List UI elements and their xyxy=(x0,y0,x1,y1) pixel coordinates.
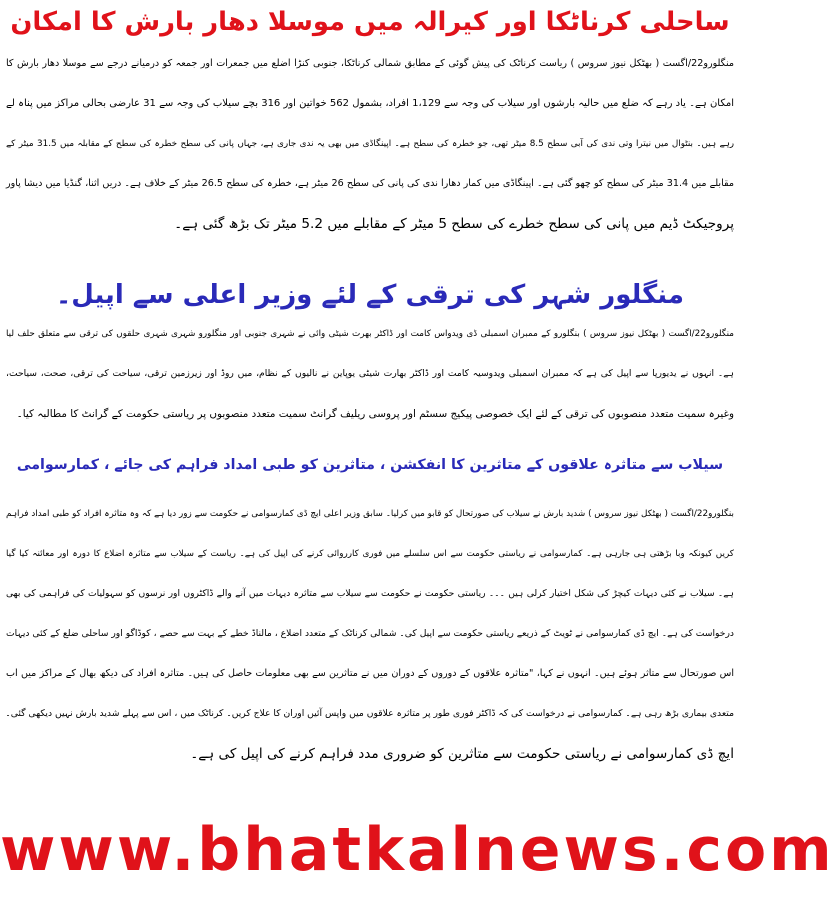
article-3-line: ہے۔ سیلاب نے کئی دیہات کیچڑ کی شکل اختیار کرلی ہیں ۔۔۔ ریاستی حکومت نے حکومت سے سیلاب سے متاثرہ دیہات میں آنے والے ڈاکٹروں اور نرسوں کو سہولیات کی فراہمی کی بھی xyxy=(6,588,734,599)
article-3-line: ایچ ڈی کمارسوامی نے ریاستی حکومت سے متاثرین کو ضروری مدد فراہم کرنے کی اپیل کی ہے۔ xyxy=(190,746,734,762)
article-1-line: منگلورو22/اگست ( بھٹکل نیوز سروس ) ریاست کرناٹک کی پیش گوئی کے مطابق شمالی کرناٹکا، جنوبی کنڑا اضلع میں جمعرات اور جمعہ کو درمیانے درجے سے موسلا دھار بارش کا xyxy=(6,58,734,69)
article-2-line: ہے۔ انہوں نے یدیورپا سے اپیل کی ہے کہ ممبران اسمبلی ویدوسیہ کامت اور ڈاکٹر بھارت شیٹی یوپاین نے نالیوں کے نظام، میں روڈ اور زیرزمین ترقی، سیاحت کی ترقی، صحت، سیاحت، xyxy=(6,368,734,379)
article-3-headline: سیلاب سے متاثرہ علاقوں کے متاثرین کا انفکشن ، متاثرین کو طبی امداد فراہم کی جائے ، کمارسوامی xyxy=(16,457,724,473)
article-2-line: منگلورو22/اگست ( بھٹکل نیوز سروس ) بنگلورو کے ممبران اسمبلی ڈی ویدواس کامت اور ڈاکٹر بھرت شیٹی وائی نے شہری جنوبی اور منگلورو شہری شہری حلقوں کی ترقی سے متعلق حلف لیا xyxy=(6,329,734,339)
article-1-headline: ساحلی کرناٹکا اور کیرالہ میں موسلا دھار بارش کا امکان xyxy=(10,7,730,37)
article-1-line: پروجیکٹ ڈیم میں پانی کی سطح خطرے کی سطح 5 میٹر کے مقابلے میں 5.2 میٹر تک بڑھ گئی ہے۔ xyxy=(174,216,734,232)
website-url[interactable]: www.bhatkalnews.com xyxy=(0,815,835,885)
article-1-line: امکان ہے۔ یاد رہے کہ ضلع میں حالیہ بارشوں اور سیلاب کی وجہ سے 1،129 افراد، بشمول 562 خواتین اور 316 بچے سیلاب کی وجہ سے 31 عارضی بحالی مراکز میں پناہ لے xyxy=(6,98,734,109)
article-2-line: وغیرہ سمیت متعدد منصوبوں کی ترقی کے لئے ایک خصوصی پیکیج سسٹم اور پروسی ریلیف گرانٹ سمیت متعدد منصوبوں پر ریاستی حکومت کے گرانٹ کا مطالبہ کیا۔ xyxy=(16,408,734,420)
article-2-headline: منگلور شہر کی ترقی کے لئے وزیر اعلی سے اپیل۔ xyxy=(56,280,684,310)
article-3-line: کریں کیونکہ وبا بڑھتی ہی جارہی ہے۔ کمارسوامی نے ریاستی حکومت سے اس سلسلے میں فوری کارروائی کرنے کی اپیل کی ہے۔ ریاست کے سیلاب سے متاثرہ اضلاع کا دورہ اور معائنہ کیا گیا xyxy=(6,549,734,559)
article-3-line: درخواست کی ہے۔ ایچ ڈی کمارسوامی نے ٹویٹ کے ذریعے ریاستی حکومت سے اپیل کی۔ شمالی کرناٹک کے متعدد اضلاع ، مالناڈ خطے کے بہت سے حصے ، کوڈاگو اور ساحلی ضلع کے کئی دیہات xyxy=(6,628,734,639)
article-1-line: رہے ہیں۔ بنٹوال میں نیترا وتی ندی کی آبی سطح 8.5 میٹر تھی، جو خطرہ کی سطح ہے۔ اپینگاڈی میں بھی یہ ندی جاری ہے، جہاں پانی کی سطح خطرہ کی سطح کے مقابلہ میں 31.5 میٹر کے xyxy=(6,139,734,149)
article-3-line: اس صورتحال سے متاثر ہوئے ہیں۔ انہوں نے کہا، "متاثرہ علاقوں کے دوروں کے دوران میں نے متاثرین سے بھی معلومات حاصل کی ہیں۔ متاثرہ افراد کی دیکھ بھال کے مراکز میں اب xyxy=(6,668,734,679)
article-1-line: مقابلے میں 31.4 میٹر کی سطح کو چھو گئی ہے۔ اپینگاڈی میں کمار دھارا ندی کی پانی کی سطح 26 میٹر ہے، خطرہ کی سطح 26.5 میٹر کے خلاف ہے۔ دریں اثنا، گنڈیا میں دیشا پاور xyxy=(6,178,734,189)
article-3-line: متعدی بیماری بڑھ رہی ہے۔ کمارسوامی نے درخواست کی کہ ڈاکٹر فوری طور پر متاثرہ علاقوں میں واپس آئیں اوران کا علاج کریں۔ کرناٹک میں ، اس سے پہلے شدید بارش نہیں دیکھی گئی۔ xyxy=(5,708,734,719)
article-3-line: بنگلورو22/اگست ( بھٹکل نیوز سروس ) شدید بارش نے سیلاب کی صورتحال کو قابو میں کرلیا۔ سابق وزیر اعلی ایچ ڈی کمارسوامی نے حکومت سے زور دیا ہے کہ وہ متاثرہ افراد کو طبی امداد فراہم xyxy=(6,509,734,519)
